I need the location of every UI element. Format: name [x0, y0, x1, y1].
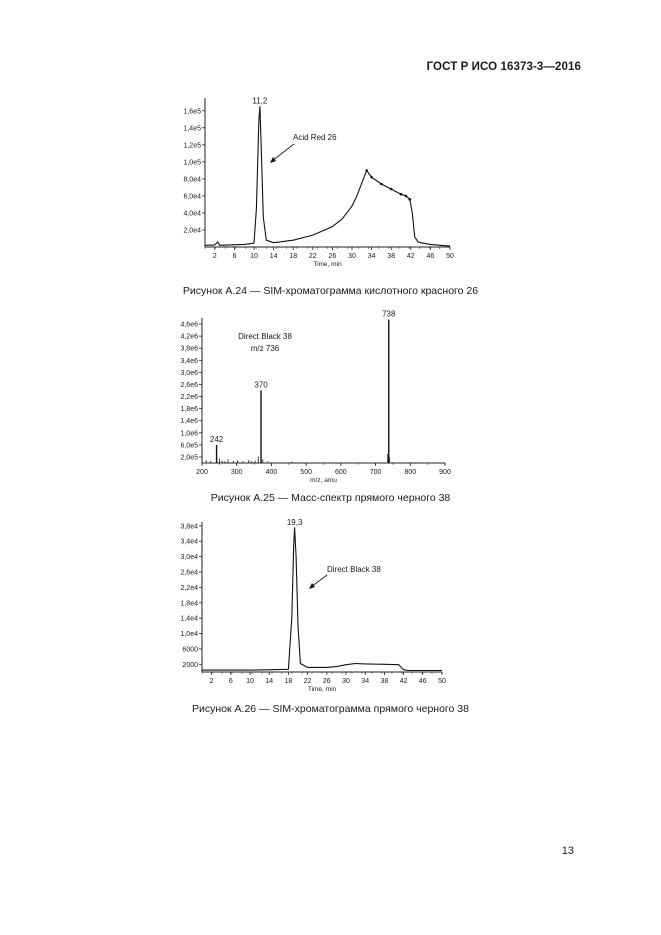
y-tick-label: 1,8e4 [180, 600, 198, 608]
y-tick-label: 6,0e4 [183, 193, 201, 201]
y-tick-label: 6,0e5 [180, 442, 198, 450]
y-tick-label: 1,0e5 [183, 159, 201, 167]
y-tick-label: 3,4e6 [180, 357, 198, 365]
y-tick-label: 1,8e6 [180, 406, 198, 414]
y-tick-label: 2000 [182, 661, 198, 669]
y-tick-label: 6000 [182, 646, 198, 654]
x-tick-label: 46 [418, 678, 427, 685]
peak-label: 242 [209, 434, 224, 444]
y-tick-label: 2,6e4 [180, 569, 198, 577]
y-tick-label: 2,6e6 [180, 381, 198, 389]
peak-label: 11,2 [252, 96, 268, 106]
x-tick-label: 2 [209, 678, 214, 685]
x-tick-label: 6 [232, 253, 237, 260]
spectrum-title: Direct Black 38 [238, 332, 292, 341]
y-tick-label: 1,4e6 [180, 418, 198, 426]
y-tick-label: 1,2e5 [183, 142, 201, 150]
x-tick-label: 50 [438, 678, 446, 685]
y-tick-label: 2,2e6 [180, 394, 198, 402]
y-tick-label: 1,0e4 [180, 631, 198, 639]
x-tick-label: 18 [284, 678, 293, 685]
peak-label: 370 [254, 380, 268, 390]
x-tick-label: 34 [361, 678, 370, 685]
x-tick-label: 30 [348, 253, 356, 260]
annotation-arrow-head [309, 583, 315, 589]
x-tick-label: 400 [265, 469, 278, 476]
x-tick-label: 700 [369, 469, 382, 476]
compound-annotation: Direct Black 38 [327, 565, 381, 574]
y-tick-label: 2,2e4 [180, 584, 198, 592]
x-tick-label: 26 [322, 678, 331, 685]
x-tick-label: 10 [246, 678, 254, 685]
x-tick-label: 22 [308, 253, 317, 260]
y-tick-label: 1,0e6 [180, 430, 198, 438]
x-tick-label: 42 [399, 678, 408, 685]
y-tick-label: 3,0e6 [180, 369, 198, 377]
x-tick-label: 500 [300, 469, 312, 476]
x-axis-title: m/z, amu [310, 477, 337, 484]
y-tick-label: 3,0e4 [180, 554, 198, 562]
peak-label: 19,3 [286, 517, 303, 527]
figure-a24-caption: Рисунок А.24 — SIM-хроматограмма кислотного красного 26 [182, 285, 479, 297]
document-header: ГОСТ Р ИСО 16373-3—2016 [426, 61, 581, 73]
y-tick-label: 2,0e5 [180, 454, 198, 462]
figure-a26-caption: Рисунок А.26 — SIM-хроматограмма прямого черного 38 [192, 703, 469, 715]
x-tick-label: 200 [196, 469, 208, 476]
x-tick-label: 900 [439, 469, 451, 476]
x-tick-label: 10 [250, 253, 258, 260]
compound-annotation: Acid Red 26 [293, 133, 337, 142]
x-tick-label: 800 [404, 469, 417, 476]
x-axis-title: Time, min [307, 686, 337, 693]
x-tick-label: 14 [265, 678, 274, 685]
y-tick-label: 4,6e6 [180, 321, 198, 329]
x-tick-label: 600 [335, 469, 347, 476]
page-number: 13 [561, 845, 574, 857]
x-tick-label: 26 [328, 253, 337, 260]
peak-label: 738 [382, 309, 396, 319]
x-tick-label: 18 [289, 253, 298, 260]
spectrum-subtitle: m/z 736 [250, 344, 280, 353]
y-tick-label: 1,6e5 [183, 108, 201, 116]
figure-a25-caption: Рисунок А.25 — Масс-спектр прямого черного 38 [210, 492, 451, 504]
y-tick-label: 8,0e4 [183, 176, 201, 184]
y-tick-label: 4,2e6 [180, 333, 198, 341]
chromatogram-trace [202, 528, 442, 671]
y-tick-label: 1,4e5 [183, 125, 201, 133]
y-tick-label: 3,4e4 [180, 538, 198, 546]
x-axis-title: Time, min [313, 261, 342, 268]
x-tick-label: 50 [446, 253, 454, 260]
x-tick-label: 30 [342, 678, 350, 685]
x-tick-label: 2 [212, 253, 217, 260]
y-tick-label: 3,8e6 [180, 345, 198, 353]
x-tick-label: 300 [230, 469, 243, 476]
y-tick-label: 3,8e4 [180, 523, 198, 531]
x-tick-label: 38 [380, 678, 389, 685]
x-tick-label: 22 [303, 678, 312, 685]
y-tick-label: 4,0e4 [183, 210, 201, 218]
x-tick-label: 14 [269, 253, 278, 260]
y-tick-label: 2,0e4 [183, 227, 201, 235]
x-tick-label: 6 [228, 678, 233, 685]
y-tick-label: 1,4e4 [180, 615, 198, 623]
x-tick-label: 38 [387, 253, 396, 260]
x-tick-label: 42 [406, 253, 415, 260]
x-tick-label: 46 [426, 253, 435, 260]
x-tick-label: 34 [367, 253, 376, 260]
